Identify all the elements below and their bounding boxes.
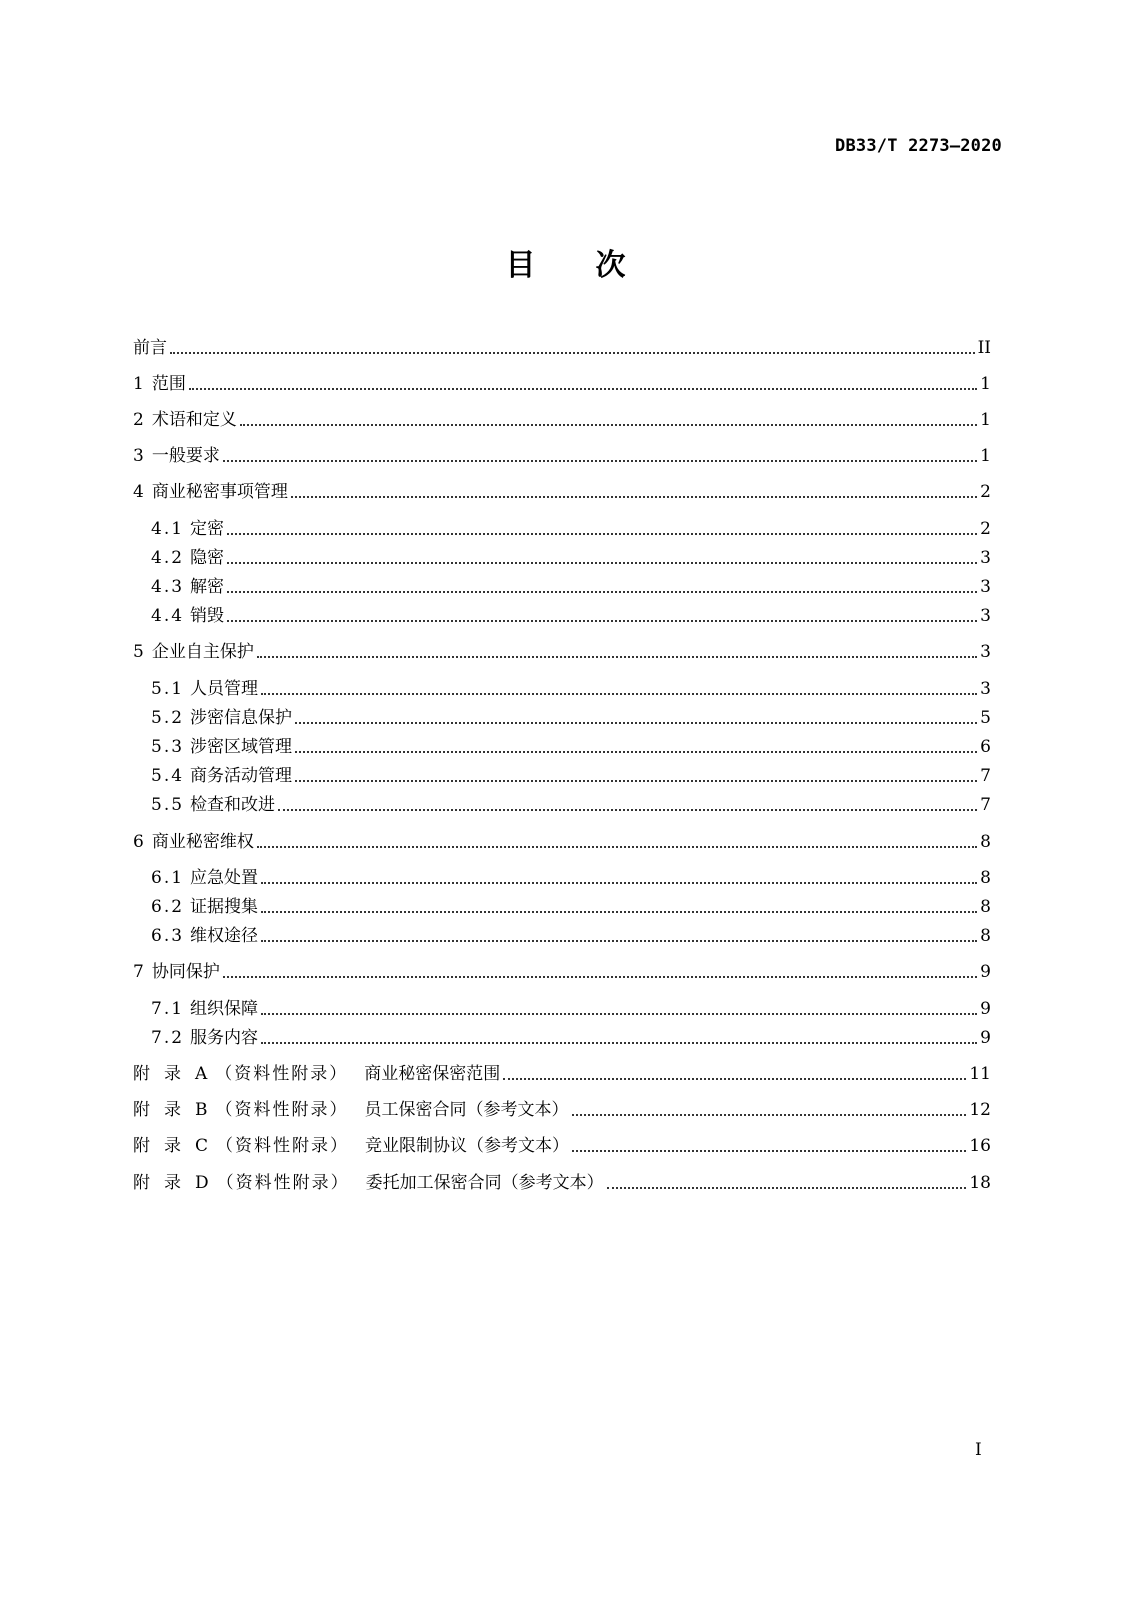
toc-entry-page: 1 [980, 446, 991, 466]
toc-entry-label: 商业秘密维权 [151, 832, 254, 852]
toc-entry-label: 委托加工保密合同（参考文本） [365, 1173, 604, 1193]
toc-entry-label: 定密 [190, 519, 225, 539]
toc-entry-page: 8 [980, 868, 991, 888]
toc-leader-dots [503, 1077, 966, 1080]
toc-entry-label: 一般要求 [151, 446, 220, 466]
toc-entry-page: 7 [980, 766, 991, 786]
toc-entry-number: 2 [133, 410, 144, 430]
toc-entry-number: 5.1 [151, 679, 185, 699]
toc-leader-dots [295, 779, 977, 782]
toc-entry-page: 18 [969, 1173, 991, 1193]
toc-entry-5[interactable] [133, 637, 991, 663]
toc-entry-label: 证据搜集 [190, 897, 259, 917]
page-number: I [975, 1440, 982, 1460]
toc-entry-appendix-c[interactable] [133, 1131, 991, 1157]
toc-leader-dots [295, 750, 977, 753]
toc-leader-dots [295, 721, 977, 724]
toc-entry-page: 3 [980, 577, 991, 597]
toc-entry-5-4[interactable] [151, 761, 991, 787]
toc-leader-dots [278, 808, 977, 811]
toc-entry-page: 3 [980, 642, 991, 662]
toc-entry-label: 人员管理 [190, 679, 259, 699]
toc-leader-dots [261, 910, 977, 913]
document-code: DB33/T 2273—2020 [835, 136, 1002, 156]
appendix-prefix: 附录 [133, 1136, 195, 1156]
toc-entry-5-5[interactable] [151, 790, 991, 816]
toc-entry-6-3[interactable] [151, 921, 991, 947]
toc-entry-number: 7.1 [151, 999, 185, 1019]
toc-entry-label: 竞业限制协议（参考文本） [365, 1136, 570, 1156]
toc-entry-page: 2 [980, 519, 991, 539]
toc-entry-number: 6.3 [151, 926, 185, 946]
toc-entry-page: 9 [980, 1028, 991, 1048]
toc-entry-number: 4.3 [151, 577, 185, 597]
appendix-category: （资料性附录） [215, 1100, 349, 1120]
toc-leader-dots [572, 1113, 967, 1116]
toc-entry-number: 7 [133, 962, 144, 982]
toc-entry-page: 12 [969, 1100, 991, 1120]
appendix-category: （资料性附录） [216, 1173, 350, 1193]
toc-entry-page: 6 [980, 737, 991, 757]
toc-entry-label: 商业秘密事项管理 [151, 482, 288, 502]
toc-entry-number: 5 [133, 642, 144, 662]
toc-entry-label: 协同保护 [151, 962, 220, 982]
appendix-letter: D [195, 1173, 209, 1193]
appendix-prefix: 附录 [133, 1064, 195, 1084]
toc-leader-dots [261, 939, 977, 942]
toc-leader-dots [257, 845, 977, 848]
toc-entry-page: 3 [980, 606, 991, 626]
toc-entry-page: 3 [980, 548, 991, 568]
toc-leader-dots [261, 881, 977, 884]
toc-entry-label: 解密 [190, 577, 225, 597]
toc-entry-6-1[interactable] [151, 863, 991, 889]
toc-entry-7[interactable] [133, 957, 991, 983]
toc-leader-dots [227, 561, 977, 564]
toc-entry-number: 3 [133, 446, 144, 466]
toc-entry-4-2[interactable] [151, 543, 991, 569]
toc-entry-number: 4.4 [151, 606, 185, 626]
toc-leader-dots [240, 423, 977, 426]
toc-entry-page: 9 [980, 999, 991, 1019]
toc-entry-page: II [977, 338, 991, 358]
appendix-prefix: 附录 [133, 1173, 195, 1193]
toc-leader-dots [227, 619, 977, 622]
toc-entry-6[interactable] [133, 827, 991, 853]
toc-title-char-1: 目 [505, 248, 536, 283]
appendix-letter: B [195, 1100, 208, 1120]
toc-entry-4[interactable] [133, 477, 991, 503]
toc-entry-number: 1 [133, 374, 144, 394]
toc-leader-dots [223, 975, 977, 978]
toc-entry-4-3[interactable] [151, 572, 991, 598]
toc-entry-foreword[interactable] [133, 333, 991, 359]
toc-entry-page: 5 [980, 708, 991, 728]
toc-entry-5-1[interactable] [151, 674, 991, 700]
toc-leader-dots [261, 1012, 977, 1015]
toc-entry-label: 检查和改进 [190, 795, 276, 815]
appendix-letter: C [195, 1136, 209, 1156]
toc-entry-page: 9 [980, 962, 991, 982]
toc-leader-dots [261, 692, 977, 695]
toc-entry-4-4[interactable] [151, 601, 991, 627]
toc-leader-dots [227, 532, 977, 535]
toc-entry-number: 4.1 [151, 519, 185, 539]
toc-entry-page: 16 [969, 1136, 991, 1156]
toc-entry-label: 组织保障 [190, 999, 259, 1019]
toc-entry-label: 涉密信息保护 [190, 708, 293, 728]
toc-entry-page: 8 [980, 926, 991, 946]
toc-entry-1[interactable] [133, 369, 991, 395]
toc-entry-page: 7 [980, 795, 991, 815]
toc-entry-label: 应急处置 [190, 868, 259, 888]
toc-entry-label: 商务活动管理 [190, 766, 293, 786]
appendix-category: （资料性附录） [216, 1136, 350, 1156]
toc-entry-number: 6.1 [151, 868, 185, 888]
toc-entry-number: 5.2 [151, 708, 185, 728]
toc-entry-page: 2 [980, 482, 991, 502]
toc-entry-page: 11 [969, 1064, 991, 1084]
toc-entry-label: 服务内容 [190, 1028, 259, 1048]
toc-leader-dots [170, 351, 975, 354]
toc-leader-dots [257, 655, 977, 658]
toc-entry-page: 1 [980, 374, 991, 394]
toc-entry-page: 1 [980, 410, 991, 430]
toc-entry-label: 范围 [151, 374, 186, 394]
toc-title [0, 240, 1131, 284]
toc-entry-label: 维权途径 [190, 926, 259, 946]
toc-entry-label: 术语和定义 [151, 410, 237, 430]
toc-entry-5-3[interactable] [151, 732, 991, 758]
toc-entry-number: 4 [133, 482, 144, 502]
toc-entry-3[interactable] [133, 441, 991, 467]
appendix-category: （资料性附录） [215, 1064, 349, 1084]
toc-entry-number: 5.4 [151, 766, 185, 786]
toc-entry-6-2[interactable] [151, 892, 991, 918]
toc-entry-page: 3 [980, 679, 991, 699]
toc-entry-number: 6.2 [151, 897, 185, 917]
toc-entry-label: 前言 [133, 338, 167, 358]
toc-entry-appendix-d[interactable] [133, 1168, 991, 1194]
toc-entry-label: 商业秘密保密范围 [364, 1064, 501, 1084]
toc-entry-appendix-b[interactable] [133, 1095, 991, 1121]
toc-entry-label: 企业自主保护 [151, 642, 254, 662]
toc-entry-page: 8 [980, 897, 991, 917]
toc-leader-dots [261, 1041, 977, 1044]
toc-entry-label: 员工保密合同（参考文本） [364, 1100, 569, 1120]
toc-entry-number: 7.2 [151, 1028, 185, 1048]
appendix-prefix: 附录 [133, 1100, 195, 1120]
toc-entry-5-2[interactable] [151, 703, 991, 729]
toc-entry-number: 5.3 [151, 737, 185, 757]
toc-entry-label: 销毁 [190, 606, 225, 626]
toc-leader-dots [189, 387, 977, 390]
appendix-letter: A [195, 1064, 208, 1084]
toc-leader-dots [607, 1186, 967, 1189]
toc-leader-dots [572, 1149, 966, 1152]
toc-entry-number: 4.2 [151, 548, 185, 568]
toc-entry-page: 8 [980, 832, 991, 852]
toc-leader-dots [227, 590, 977, 593]
toc-entry-label: 涉密区域管理 [190, 737, 293, 757]
toc-entry-7-1[interactable] [151, 994, 991, 1020]
toc-entry-number: 6 [133, 832, 144, 852]
toc-entry-4-1[interactable] [151, 514, 991, 540]
toc-entry-label: 隐密 [190, 548, 225, 568]
toc-entry-appendix-a[interactable] [133, 1059, 991, 1085]
toc-title-char-2: 次 [595, 248, 626, 283]
toc-entry-number: 5.5 [151, 795, 185, 815]
toc-leader-dots [291, 495, 977, 498]
toc-entry-2[interactable] [133, 405, 991, 431]
toc-leader-dots [223, 459, 977, 462]
toc-entry-7-2[interactable] [151, 1023, 991, 1049]
